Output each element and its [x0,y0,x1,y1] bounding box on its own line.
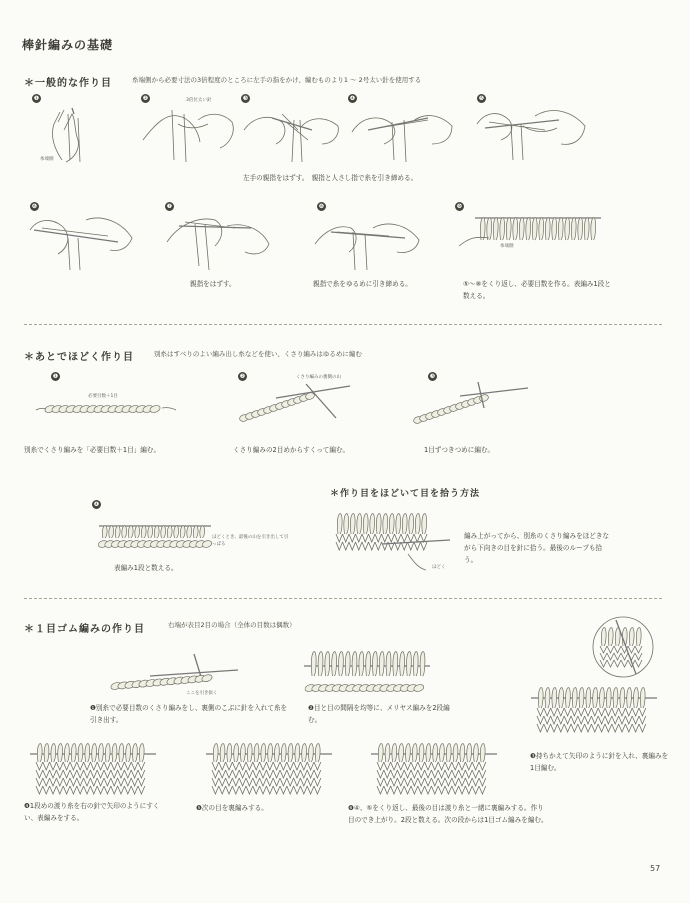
section-divider [24,324,662,325]
step-number: ❸ [242,95,249,102]
caption-step8: 親指で糸をゆるめに引き締める。 [313,280,412,288]
caption-chain2: くさり編みの2目めからすくって編む。 [233,446,350,454]
illustration-step5 [475,100,590,170]
step-number: ❺ [478,95,485,102]
illustration-chain3 [412,378,532,428]
illustration-chain1 [36,398,176,418]
illustration-chain2 [236,378,356,428]
caption-rib6: ❻④、⑤をくり返し、最後の目は渡り糸と一緒に裏編みする。作り目のでき上がり。2段と数える。次の段からは1目ゴム編みを編む。 [348,804,548,824]
label-back: くさり編みの裏側の山 [296,375,341,380]
step-number: ❽ [318,203,325,210]
step-number: ❷ [239,373,246,380]
label-yarn-end: 糸端側 [500,244,514,249]
illustration-rib2 [298,648,433,702]
section3-note: 右端が表目2目の場合（全体の目数は偶数） [168,621,296,629]
illustration-step4-stitches [95,512,215,562]
illustration-step9 [455,210,605,255]
section1-heading: ＊一般的な作り目 [24,78,112,89]
step-number: ❹ [349,95,356,102]
section-divider [24,598,662,599]
label-3x: 3倍位太い針 [186,98,212,103]
label-yarn-end: 糸端側 [40,157,54,162]
illustration-step8 [313,208,423,278]
illustration-step2 [138,100,238,170]
step-number: ❻ [31,203,38,210]
caption-rib5: ❺次の目を裏編みする。 [196,804,268,812]
step-number: ❷ [142,95,149,102]
caption-rib4: ❹1段めの渡り糸を右の針で矢印のようにすくい、表編みをする。 [24,802,160,822]
step-number: ❾ [456,203,463,210]
step-number: ❹ [93,501,100,508]
caption-rib1: ❶別糸で必要目数のくさり編みをし、裏側のこぶに針を入れて糸を引き出す。 [90,704,288,724]
section3-heading: ＊１目ゴム編みの作り目 [24,624,145,635]
illustration-rib4 [24,740,159,798]
illustration-step7 [165,208,275,278]
caption-rib2: ❷目と目の間隔を均等に、メリヤス編みを2段編む。 [308,704,450,724]
label-undo2: ほどく [432,565,446,570]
section2-note: 別糸はすべりのよい編み出し糸などを使い、くさり編みはゆるめに編む [154,350,362,358]
step-number: ❸ [429,373,436,380]
caption-step3-4: 左手の親指をはずす。 親指と人さし指で糸を引き締める。 [243,174,418,182]
caption-chain1: 別糸でくさり編みを「必要目数＋1目」編む。 [24,446,161,454]
label-count: 必要目数＋1目 [88,394,118,399]
page-number: 57 [650,864,661,873]
illustration-rib5 [200,740,335,798]
section1-note: 糸端側から必要寸法の3倍程度のところに左手の指をかけ、編むものより1 ～ 2号太い針を使用する [132,76,422,84]
illustration-step4 [348,100,458,170]
caption-step7: 親指をはずす。 [190,280,236,288]
section2-heading: ＊あとでほどく作り目 [24,352,134,363]
subsection-heading: ＊作り目をほどいて目を拾う方法 [330,489,481,499]
illustration-step6 [28,208,138,278]
step-number: ❶ [33,95,40,102]
label-undo: ほどくとき、最後の山を引き出して引っぱる [212,535,289,547]
caption-step4: 表編み1段と数える。 [114,564,178,572]
caption-rib3: ❸持ちかえて矢印のように針を入れ、裏編みを1目編む。 [530,752,669,772]
step-number: ❶ [52,373,59,380]
illustration-rib6 [365,740,500,798]
illustration-rib1 [110,650,240,700]
illustration-rib3-detail [590,612,660,682]
illustration-rib3 [525,684,660,738]
caption-chain3: 1目ずつきつめに編む。 [424,446,495,454]
caption-step9: ⑤～⑧をくり返し、必要目数を作る。表編み1段と数える。 [463,280,611,300]
page-title: 棒針編みの基礎 [22,38,114,52]
step-number: ❼ [166,203,173,210]
label-yarn: ここを引き抜く [186,691,218,696]
illustration-step3 [242,100,342,170]
subsection-text: 編み上がってから、別糸のくさり編みをほどきながら下向きの目を針に拾う。最後のループも拾う。 [464,532,610,564]
